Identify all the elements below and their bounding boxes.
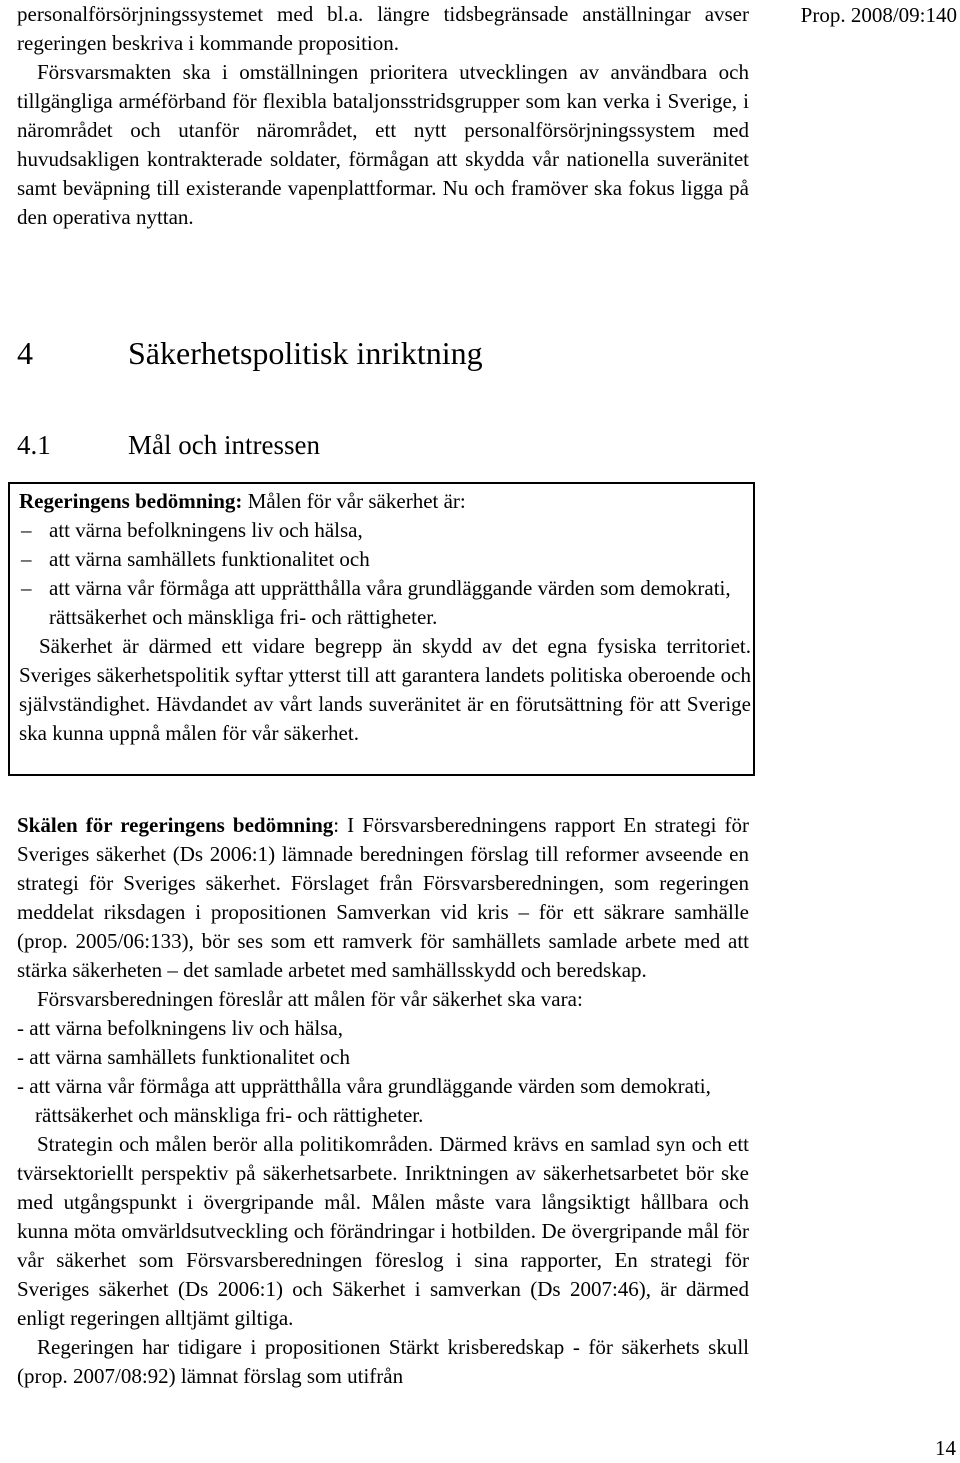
assessment-lead-bold: Regeringens bedömning: xyxy=(19,489,243,513)
reasons-paragraph-3: Strategin och målen berör alla politikområden. Därmed krävs en samlad syn och ett tvärsektoriellt perspektiv på säkerhetsarbete. Inriktningen av säkerhetsarbetet bör ske med utgångspunkt i övergripande mål. Målen måste vara långsiktigt hållbara och kunna möta omvärldsutveckling och förändringar i hotbilden. De övergripande mål för vår säkerhet som Försvarsberedningen föreslog i sina rapporter, En strategi för Sveriges säkerhet (Ds 2006:1) och Säkerhet i samverkan (Ds 2007:46), är därmed enligt regeringen alltjämt giltiga. xyxy=(17,1132,749,1330)
intro-paragraph-2: Försvarsmakten ska i omställningen prioritera utvecklingen av användbara och tillgängliga arméförband för flexibla bataljonsstridsgrupper som kan verka i Sverige, i närområdet och utanför närområdet, ett nytt personalförsörjningssystem med huvudsakligen kontrakterade soldater, förmågan att skydda vår nationella suveränitet samt beväpning till existerande vapenplattformar. Nu och framöver ska fokus ligga på den operativa nyttan. xyxy=(17,60,749,229)
intro-paragraph-1: personalförsörjningssystemet med bl.a. längre tidsbegränsade anställningar avser regeringen beskriva i kommande proposition. xyxy=(17,2,749,55)
reasons-paragraph-1 xyxy=(17,811,749,985)
intro-text xyxy=(17,0,749,232)
reasons-text xyxy=(17,811,749,1391)
reasons-list-item: - att värna vår förmåga att upprätthålla våra grundläggande värden som demokrati, rättsäkerhet och mänskliga fri- och rättigheter. xyxy=(17,1074,711,1127)
assessment-box xyxy=(8,482,755,776)
dash-bullet: – xyxy=(21,576,32,600)
reasons-paragraph-4: Regeringen har tidigare i propositionen Stärkt krisberedskap - för säkerhets skull (prop. 2007/08:92) lämnat förslag som utifrån xyxy=(17,1335,749,1388)
goal-text: att värna samhällets funktionalitet och xyxy=(49,547,370,571)
section-title: Säkerhetspolitisk inriktning xyxy=(128,335,483,371)
goal-text: att värna befolkningens liv och hälsa, xyxy=(49,518,363,542)
assessment-lead xyxy=(19,487,751,516)
assessment-goal-item xyxy=(19,545,781,574)
subsection-heading xyxy=(17,428,320,462)
section-number: 4 xyxy=(17,335,33,371)
reasons-lead-bold: Skälen för regeringens bedömning xyxy=(17,813,334,837)
assessment-goal-item xyxy=(19,574,781,632)
subsection-number: 4.1 xyxy=(17,430,51,460)
reasons-list-item: - att värna befolkningens liv och hälsa, xyxy=(17,1016,343,1040)
subsection-title: Mål och intressen xyxy=(128,430,320,460)
goal-text: att värna vår förmåga att upprätthålla våra grundläggande värden som demokrati, rättsäkerhet och mänskliga fri- och rättigheter. xyxy=(49,576,731,629)
reasons-paragraph-2: Försvarsberedningen föreslår att målen för vår säkerhet ska vara: xyxy=(37,987,583,1011)
document-reference: Prop. 2008/09:140 xyxy=(800,3,957,27)
reasons-list-item: - att värna samhällets funktionalitet och xyxy=(17,1045,350,1069)
page-number: 14 xyxy=(935,1436,956,1460)
dash-bullet: – xyxy=(21,547,32,571)
reasons-paragraph-1-text: : I Försvarsberedningens rapport En strategi för Sveriges säkerhet (Ds 2006:1) lämnade beredningen förslag till reformer avseende en strategi för Sveriges säkerhet. Förslaget från Försvarsberedningen, som regeringen meddelat riksdagen i propositionen Samverkan vid kris – för ett säkrare samhälle (prop. 2005/06:133), bör ses som ett ramverk för samhällets samlade arbete med att stärka säkerheten – det samlade arbetet med samhällsskydd och beredskap. xyxy=(17,813,749,982)
assessment-security-paragraph: Säkerhet är därmed ett vidare begrepp än skydd av det egna fysiska territoriet. Sveriges säkerhetspolitik syftar ytterst till att garantera landets politiska oberoende och självständighet. Hävdandet av vårt lands suveränitet är en förutsättning för att Sverige ska kunna uppnå målen för vår säkerhet. xyxy=(19,634,751,745)
dash-bullet: – xyxy=(21,518,32,542)
section-heading xyxy=(17,333,483,373)
assessment-goal-item xyxy=(19,516,781,545)
assessment-lead-text: Målen för vår säkerhet är: xyxy=(242,489,466,513)
